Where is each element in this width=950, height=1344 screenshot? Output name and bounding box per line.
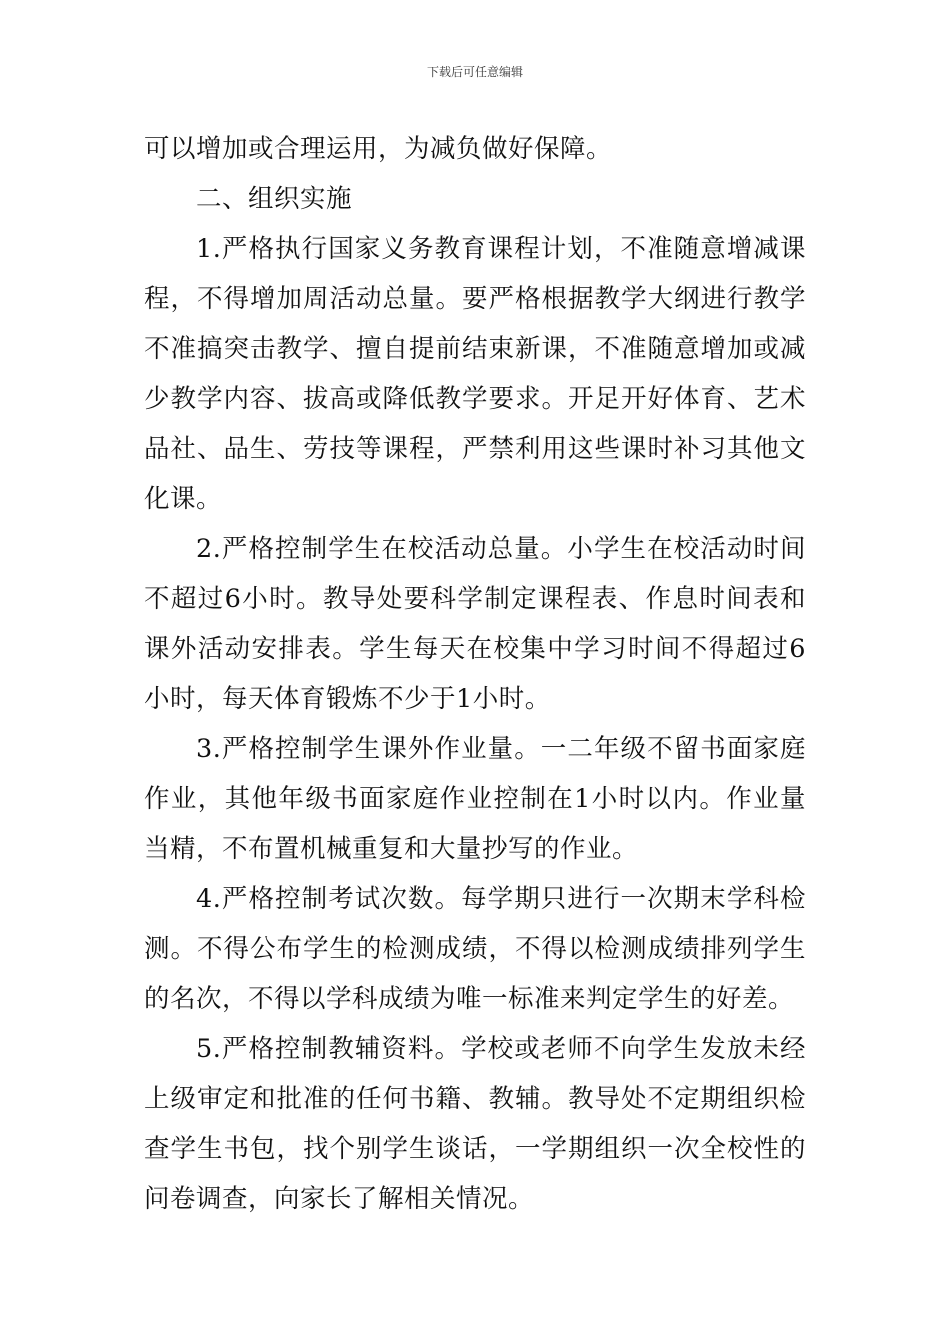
section-heading: 二、组织实施 (196, 184, 353, 214)
paragraph-item-3: 3.严格控制学生课外作业量。一二年级不留书面家庭作业，其他年级书面家庭作业控制在1小时以内。作业量当精，不布置机械重复和大量抄写的作业。 (144, 734, 806, 864)
paragraph-item-5: 5.严格控制教辅资料。学校或老师不向学生发放未经上级审定和批准的任何书籍、教辅。教导处不定期组织检查学生书包，找个别学生谈话，一学期组织一次全校性的问卷调查，向家长了解相关情况。 (144, 1034, 806, 1214)
paragraph-continuation: 可以增加或合理运用，为减负做好保障。 (144, 134, 613, 164)
page-header: 下载后可任意编辑 (426, 65, 523, 79)
paragraph-item-4: 4.严格控制考试次数。每学期只进行一次期末学科检测。不得公布学生的检测成绩，不得以检测成绩排列学生的名次，不得以学科成绩为唯一标准来判定学生的好差。 (144, 884, 806, 1014)
document-body (144, 124, 806, 1224)
paragraph-item-2: 2.严格控制学生在校活动总量。小学生在校活动时间不超过6小时。教导处要科学制定课程表、作息时间表和课外活动安排表。学生每天在校集中学习时间不得超过6小时，每天体育锻炼不少于1小时。 (144, 534, 806, 714)
paragraph-item-1: 1.严格执行国家义务教育课程计划，不准随意增减课程，不得增加周活动总量。要严格根据教学大纲进行教学不准搞突击教学、擅自提前结束新课，不准随意增加或减少教学内容、拔高或降低教学要求。开足开好体育、艺术品社、品生、劳技等课程，严禁利用这些课时补习其他文化课。 (144, 234, 806, 514)
